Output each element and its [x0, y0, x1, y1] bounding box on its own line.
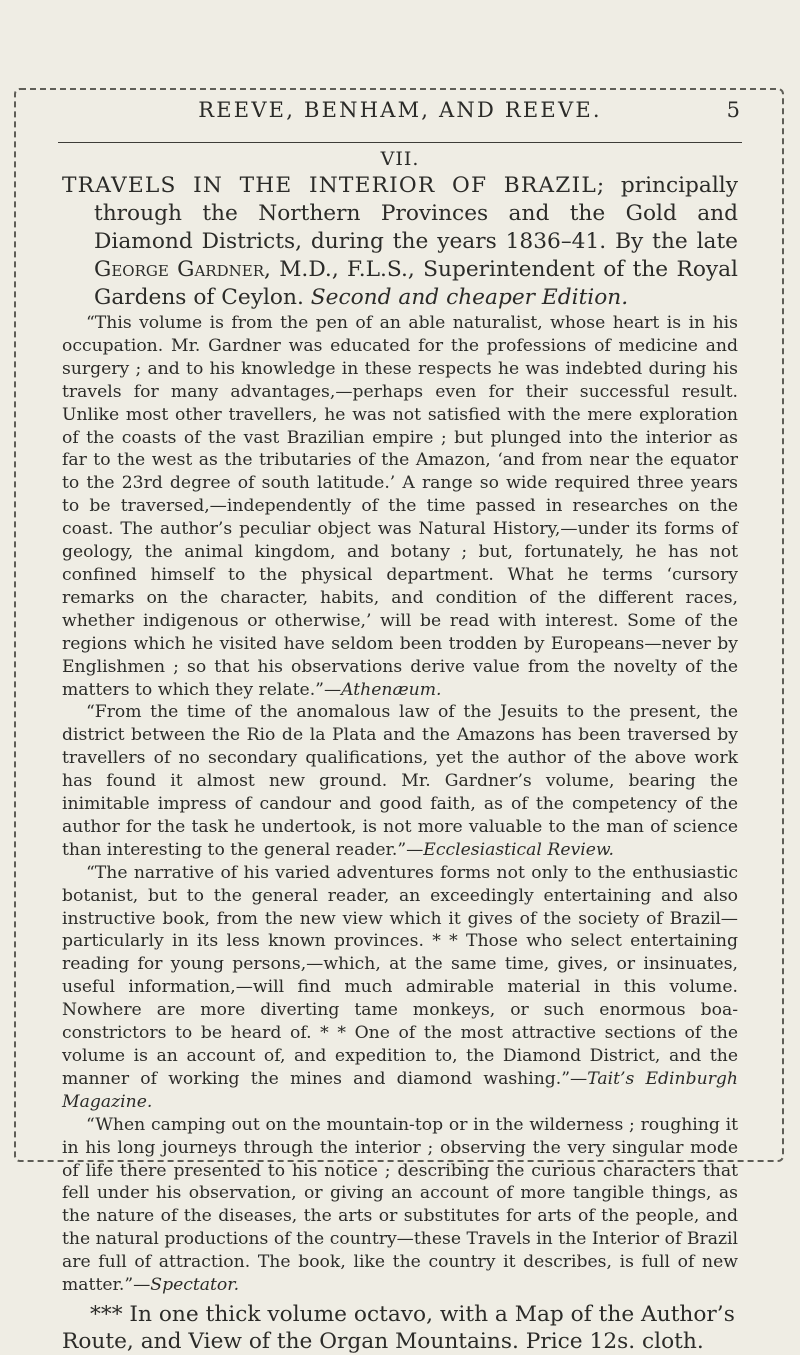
review-paragraph: [62, 701, 738, 861]
review-source: Athenæum.: [341, 679, 442, 700]
header-rule: [58, 142, 742, 143]
review-text: “The narrative of his varied adventures forms not only to the enthusiastic botanist, but to the general reader, an exceedingly entertaining and also instructive book, from the new view which it gives of the society of Brazil—particularly in its less known provinces. * * Those who select entertaining reading for young persons,—which, at the same time, gives, or insinuates, useful information,—will find much admirable material in this volume. Nowhere are more diverting tame monkeys, or such enormous boa-constrictors to be heard of. * * One of the most attractive sections of the volume is an account of, and expedition to, the Diamond District, and the manner of working the mines and diamond washing.”—: [62, 862, 738, 1089]
review-text: “From the time of the anomalous law of the Jesuits to the present, the district between the Rio de la Plata and the Amazons has been traversed by travellers of no secondary qualifications, yet the author of the above work has found it almost new ground. Mr. Gardner’s volume, bearing the inimitable impress of candour and good faith, as of the competency of the author for the task he undertook, is not more valuable to the man of science than interesting to the general reader.”—: [62, 702, 738, 860]
publication-note: *** In one thick volume octavo, with a Map of the Author’s Route, and View of the Organ Mountains. Price 12s. cloth.: [62, 1301, 735, 1354]
review-source: Tait’s Edinburgh Magazine.: [62, 1068, 738, 1112]
entry-edition: Second and cheaper Edition.: [310, 285, 629, 310]
review-text: “When camping out on the mountain-top or in the wilderness ; roughing it in his long journeys through the interior ; observing the very singular mode of life there presented to his notice ; describing the curious characters that fell under his observation, or giving an account of more tangible things, as the nature of the diseases, the arts or substitutes for arts of the people, and the natural productions of the country—these Travels in the Interior of Brazil are full of attraction. The book, like the country it describes, is full of new matter.”—: [62, 1114, 738, 1296]
review-paragraph: [62, 862, 738, 1114]
entry-heading: [62, 172, 738, 312]
entry-credentials: , M.D., F.L.S., Superintendent of the Royal Gardens of Ceylon.: [94, 257, 738, 310]
entry-description: principally through the Northern Provinces and the Gold and Diamond Districts, during the years 1836–41. By the late: [94, 173, 738, 254]
review-paragraph: [62, 312, 738, 701]
entry-number: VII.: [380, 148, 420, 170]
review-text: “This volume is from the pen of an able naturalist, whose heart is in his occupation. Mr. Gardner was educated for the professions of medicine and surgery ; and to his knowledge in these respects he was indebted during his travels for many advantages,—perhaps even for their successful result. Unlike most other travellers, he was not satisfied with the mere exploration of the coasts of the vast Brazilian empire ; but plunged into the interior as far to the west as the tributaries of the Amazon, ‘and from near the equator to the 23rd degree of south latitude.’ A range so wide required three years to be traversed,—independently of the time passed in researches on the coast. The author’s peculiar object was Natural History,—under its forms of geology, the animal kingdom, and botany ; but, fortunately, he has not confined himself to the physical department. What he terms ‘cursory remarks on the character, habits, and condition of the different races, whether indigenous or otherwise,’ will be read with interest. Some of the regions which he visited have seldom been trodden by Europeans—never by Englishmen ; so that his observations derive value from the novelty of the matters to which they relate.”—: [62, 313, 738, 700]
entry-author: George Gardner: [94, 257, 264, 282]
running-header: [60, 98, 740, 144]
header-title: REEVE, BENHAM, AND REEVE.: [198, 98, 602, 122]
page-content: [62, 148, 738, 1355]
entry-title: TRAVELS IN THE INTERIOR OF BRAZIL;: [62, 173, 606, 198]
review-source: Spectator.: [150, 1275, 240, 1296]
review-source: Ecclesiastical Review.: [423, 839, 615, 860]
page-number: 5: [726, 98, 740, 122]
review-paragraph: [62, 1114, 738, 1297]
